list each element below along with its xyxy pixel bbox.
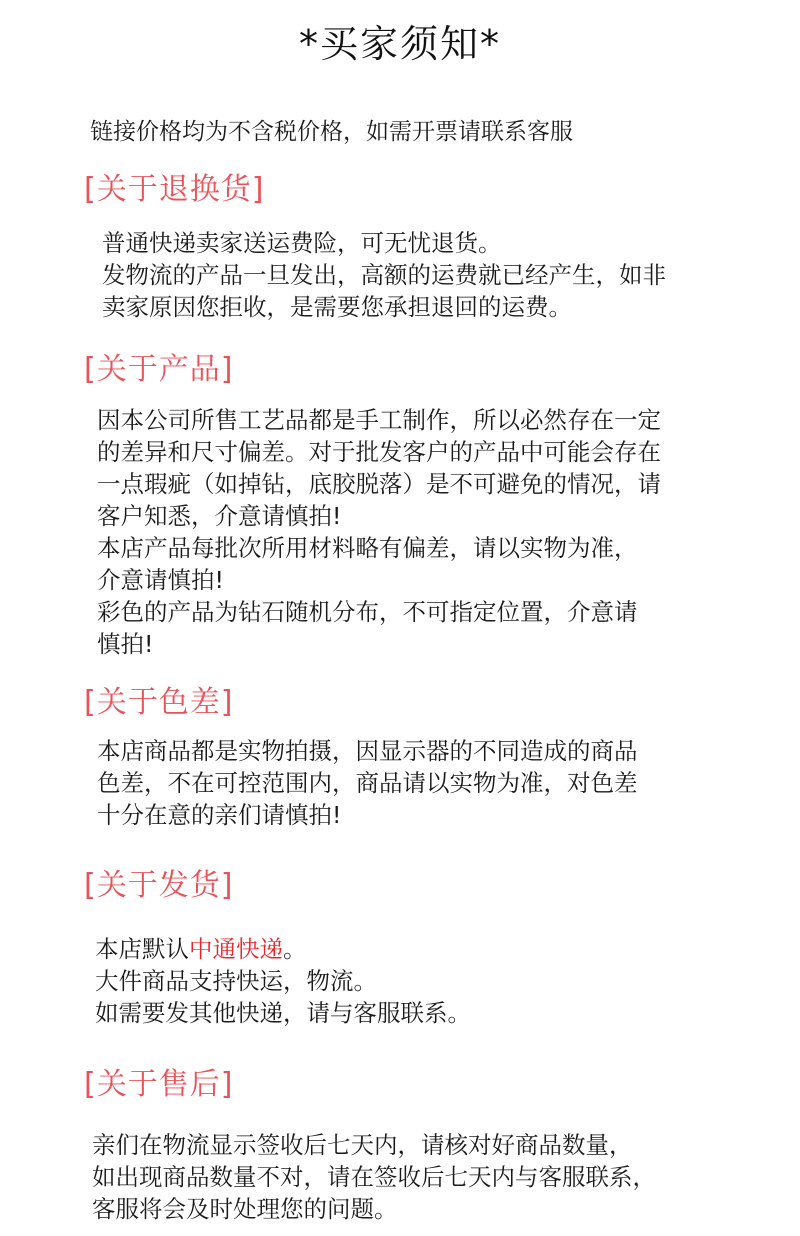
courier-highlight: 中通快递 <box>189 935 283 963</box>
body-line: 卖家原因您拒收，是需要您承担退回的运费。 <box>102 293 572 321</box>
section-heading-returns: [关于退换货] <box>84 172 265 207</box>
default-courier-prefix: 本店默认 <box>95 935 189 963</box>
body-line: 介意请慎拍! <box>97 566 224 594</box>
section-heading-color: [关于色差] <box>84 685 234 720</box>
section-body-product <box>97 404 661 660</box>
section-body-returns <box>102 227 666 323</box>
body-line: 一点瑕疵（如掉钻，底胶脱落）是不可避免的情况，请 <box>97 470 661 498</box>
body-line: 十分在意的亲们请慎拍! <box>97 801 342 829</box>
default-courier-suffix: 。 <box>283 935 307 963</box>
body-line: 因本公司所售工艺品都是手工制作，所以必然存在一定 <box>97 406 661 434</box>
body-line: 普通快递卖家送运费险，可无忧退货。 <box>102 229 502 257</box>
body-line: 的差异和尺寸偏差。对于批发客户的产品中可能会存在 <box>97 438 661 466</box>
body-line: 客户知悉，介意请慎拍! <box>97 502 342 530</box>
section-heading-aftersales: [关于售后] <box>84 1067 234 1102</box>
price-notice: 链接价格均为不含税价格，如需开票请联系客服 <box>90 119 573 145</box>
section-body-shipping <box>95 933 471 1029</box>
body-line: 发物流的产品一旦发出，高额的运费就已经产生，如非 <box>102 261 666 289</box>
body-line: 大件商品支持快运，物流。 <box>95 967 377 995</box>
body-line: 如出现商品数量不对，请在签收后七天内与客服联系， <box>92 1163 656 1191</box>
section-heading-shipping: [关于发货] <box>84 868 234 903</box>
body-line: 客服将会及时处理您的问题。 <box>92 1195 398 1223</box>
body-line: 亲们在物流显示签收后七天内，请核对好商品数量， <box>92 1131 633 1159</box>
body-line: 色差，不在可控范围内，商品请以实物为准，对色差 <box>97 769 638 797</box>
body-line: 如需要发其他快递，请与客服联系。 <box>95 999 471 1027</box>
body-line <box>95 933 471 965</box>
body-line: 慎拍! <box>97 630 154 658</box>
page-title: *买家须知* <box>298 22 501 66</box>
section-body-aftersales <box>92 1129 656 1225</box>
body-line: 本店商品都是实物拍摄，因显示器的不同造成的商品 <box>97 737 638 765</box>
body-line: 彩色的产品为钻石随机分布，不可指定位置，介意请 <box>97 598 638 626</box>
section-body-color <box>97 735 638 831</box>
section-heading-product: [关于产品] <box>84 352 234 387</box>
body-line: 本店产品每批次所用材料略有偏差，请以实物为准， <box>97 534 638 562</box>
